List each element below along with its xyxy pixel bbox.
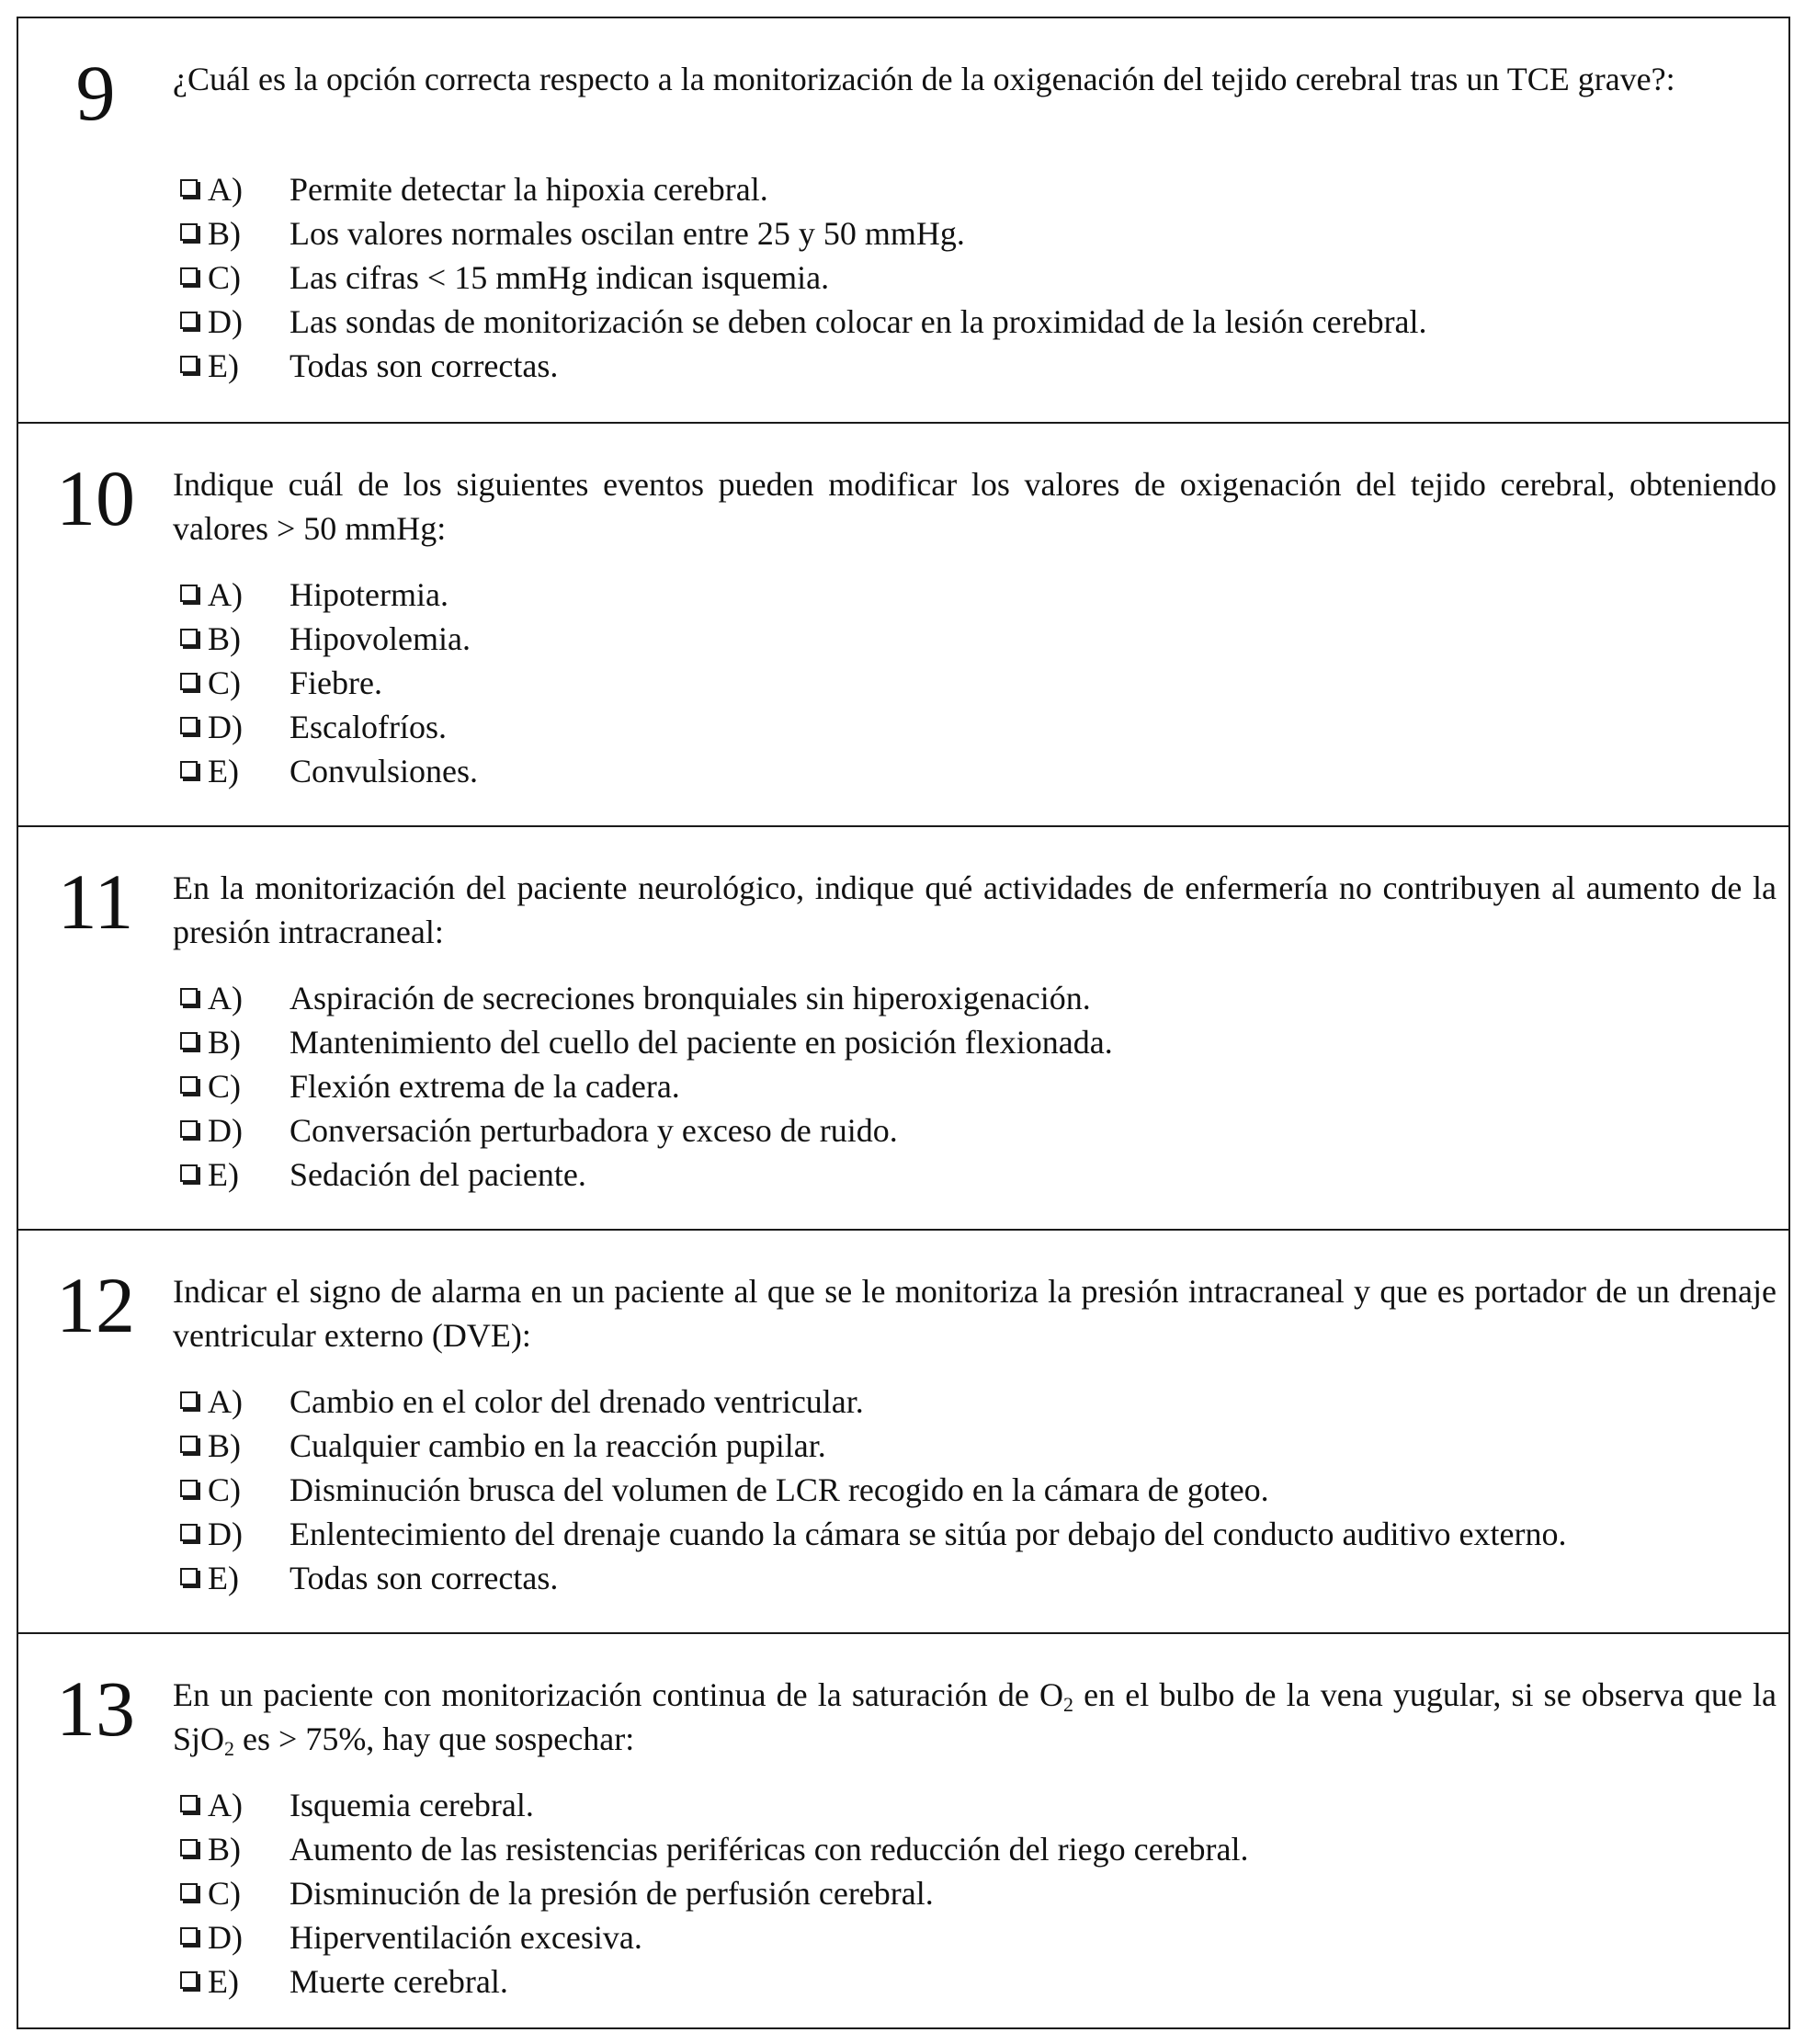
option-text: Isquemia cerebral. [289, 1787, 534, 1823]
question-block [18, 18, 1788, 422]
option-e[interactable] [173, 1556, 1777, 1600]
option-text: Aumento de las resistencias periféricas con reducción del riego cerebral. [289, 1831, 1249, 1868]
option-a[interactable] [173, 976, 1777, 1020]
option-text: Hipovolemia. [289, 620, 471, 657]
option-text: Las sondas de monitorización se deben colocar en la proximidad de la lesión cerebral. [289, 303, 1427, 340]
question-number: 10 [56, 454, 135, 542]
question-number: 12 [56, 1261, 135, 1349]
question-text-part: En un paciente con monitorización continua de la saturación de O [173, 1676, 1064, 1713]
option-letter: C) [208, 1068, 241, 1105]
option-letter: B) [208, 1831, 241, 1868]
checkbox-icon[interactable] [180, 1927, 198, 1945]
option-letter: C) [208, 259, 241, 296]
option-letter: E) [208, 1560, 239, 1596]
checkbox-icon[interactable] [180, 1120, 198, 1138]
option-b[interactable] [173, 617, 1777, 661]
option-text: Hipotermia. [289, 576, 448, 613]
option-d[interactable] [173, 1915, 1777, 1959]
checkbox-icon[interactable] [180, 585, 198, 602]
option-d[interactable] [173, 1512, 1777, 1556]
option-letter: D) [208, 1112, 243, 1149]
option-b[interactable] [173, 1424, 1777, 1468]
checkbox-icon[interactable] [180, 1480, 198, 1497]
subscript-2: 2 [224, 1737, 235, 1760]
checkbox-icon[interactable] [180, 1883, 198, 1901]
option-c[interactable] [173, 1064, 1777, 1108]
option-e[interactable] [173, 344, 1777, 388]
question-text-part: en el bulbo de la vena yugular, si se observa que la SjO [173, 1676, 1777, 1757]
checkbox-icon[interactable] [180, 717, 198, 734]
checkbox-icon[interactable] [180, 1391, 198, 1409]
checkbox-icon[interactable] [180, 1568, 198, 1585]
option-list [173, 167, 1777, 388]
option-text: Mantenimiento del cuello del paciente en posición flexionada. [289, 1024, 1113, 1061]
checkbox-icon[interactable] [180, 988, 198, 1005]
question-text: Indicar el signo de alarma en un paciente al que se le monitoriza la presión intracraneal y que es portador de un drenaje ventricular externo (DVE): [173, 1273, 1777, 1354]
question-block [18, 1632, 1788, 2027]
question-text [173, 1673, 1777, 1761]
option-list [173, 573, 1777, 793]
question-block [18, 1229, 1788, 1632]
checkbox-icon[interactable] [180, 761, 198, 778]
checkbox-icon[interactable] [180, 1436, 198, 1453]
option-text: Aspiración de secreciones bronquiales sin hiperoxigenación. [289, 980, 1091, 1016]
option-c[interactable] [173, 661, 1777, 705]
checkbox-icon[interactable] [180, 1076, 198, 1094]
option-text: Convulsiones. [289, 753, 479, 789]
checkbox-icon[interactable] [180, 356, 198, 373]
option-c[interactable] [173, 255, 1777, 300]
option-text: Cambio en el color del drenado ventricular. [289, 1383, 864, 1420]
option-letter: C) [208, 1471, 241, 1508]
checkbox-icon[interactable] [180, 267, 198, 285]
question-text: ¿Cuál es la opción correcta respecto a la monitorización de la oxigenación del tejido cerebral tras un TCE grave?: [173, 61, 1675, 97]
checkbox-icon[interactable] [180, 673, 198, 690]
checkbox-icon[interactable] [180, 1795, 198, 1812]
option-b[interactable] [173, 1020, 1777, 1064]
option-text: Flexión extrema de la cadera. [289, 1068, 680, 1105]
option-c[interactable] [173, 1468, 1777, 1512]
option-text: Las cifras < 15 mmHg indican isquemia. [289, 259, 830, 296]
option-text: Enlentecimiento del drenaje cuando la cámara se sitúa por debajo del conducto auditivo externo. [289, 1516, 1567, 1552]
option-b[interactable] [173, 1827, 1777, 1871]
option-letter: D) [208, 1919, 243, 1956]
option-text: Fiebre. [289, 664, 382, 701]
option-a[interactable] [173, 167, 1777, 211]
question-text-part: es > 75%, hay que sospechar: [234, 1720, 635, 1757]
option-letter: A) [208, 171, 243, 208]
question-block [18, 825, 1788, 1229]
checkbox-icon[interactable] [180, 1524, 198, 1541]
question-number: 9 [75, 49, 116, 137]
option-b[interactable] [173, 211, 1777, 255]
option-text: Conversación perturbadora y exceso de ruido. [289, 1112, 898, 1149]
checkbox-icon[interactable] [180, 1971, 198, 1989]
question-block [18, 422, 1788, 825]
option-letter: E) [208, 1156, 239, 1193]
option-letter: E) [208, 347, 239, 384]
question-number: 11 [57, 857, 134, 946]
checkbox-icon[interactable] [180, 312, 198, 329]
option-list [173, 1783, 1777, 2004]
option-text: Cualquier cambio en la reacción pupilar. [289, 1427, 826, 1464]
option-e[interactable] [173, 749, 1777, 793]
option-letter: A) [208, 1787, 243, 1823]
option-letter: D) [208, 303, 243, 340]
checkbox-icon[interactable] [180, 1164, 198, 1182]
option-e[interactable] [173, 1153, 1777, 1197]
option-text: Todas son correctas. [289, 347, 559, 384]
option-text: Disminución de la presión de perfusión cerebral. [289, 1875, 934, 1912]
checkbox-icon[interactable] [180, 1839, 198, 1857]
option-a[interactable] [173, 573, 1777, 617]
option-letter: A) [208, 576, 243, 613]
option-text: Hiperventilación excesiva. [289, 1919, 642, 1956]
subscript-2: 2 [1063, 1693, 1074, 1716]
option-text: Disminución brusca del volumen de LCR recogido en la cámara de goteo. [289, 1471, 1269, 1508]
option-a[interactable] [173, 1380, 1777, 1424]
checkbox-icon[interactable] [180, 629, 198, 646]
question-text: Indique cuál de los siguientes eventos pueden modificar los valores de oxigenación del tejido cerebral, obteniendo valores > 50 mmHg: [173, 466, 1777, 547]
option-text: Muerte cerebral. [289, 1963, 508, 2000]
option-d[interactable] [173, 1108, 1777, 1153]
option-letter: A) [208, 980, 243, 1016]
checkbox-icon[interactable] [180, 179, 198, 197]
option-letter: D) [208, 1516, 243, 1552]
quiz-container [17, 17, 1790, 2029]
question-text: En la monitorización del paciente neurológico, indique qué actividades de enfermería no contribuyen al aumento de la presión intracraneal: [173, 869, 1777, 950]
option-c[interactable] [173, 1871, 1777, 1915]
option-text: Escalofríos. [289, 709, 447, 745]
option-letter: C) [208, 1875, 241, 1912]
option-letter: E) [208, 1963, 239, 2000]
option-text: Permite detectar la hipoxia cerebral. [289, 171, 768, 208]
option-letter: B) [208, 1427, 241, 1464]
question-number: 13 [56, 1664, 135, 1753]
option-text: Los valores normales oscilan entre 25 y 50 mmHg. [289, 215, 965, 252]
option-d[interactable] [173, 705, 1777, 749]
option-a[interactable] [173, 1783, 1777, 1827]
option-d[interactable] [173, 300, 1777, 344]
option-letter: B) [208, 620, 241, 657]
option-letter: B) [208, 215, 241, 252]
option-letter: E) [208, 753, 239, 789]
option-letter: B) [208, 1024, 241, 1061]
option-text: Todas son correctas. [289, 1560, 559, 1596]
option-letter: A) [208, 1383, 243, 1420]
option-list [173, 1380, 1777, 1600]
checkbox-icon[interactable] [180, 223, 198, 241]
option-text: Sedación del paciente. [289, 1156, 586, 1193]
option-list [173, 976, 1777, 1197]
checkbox-icon[interactable] [180, 1032, 198, 1050]
option-e[interactable] [173, 1959, 1777, 2004]
option-letter: D) [208, 709, 243, 745]
option-letter: C) [208, 664, 241, 701]
